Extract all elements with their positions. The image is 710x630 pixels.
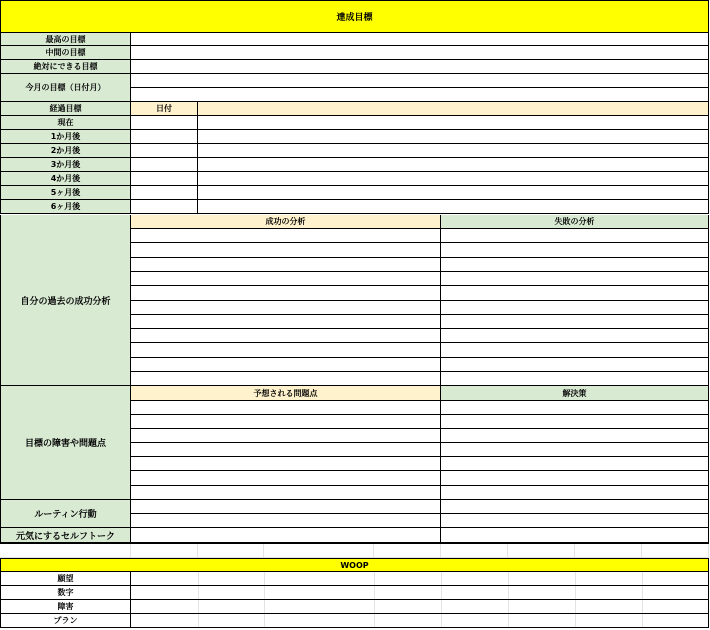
spacer-cell <box>575 544 642 558</box>
progress-row-value[interactable] <box>198 186 709 200</box>
woop-grid-line <box>198 614 199 627</box>
woop-grid-line <box>264 572 265 585</box>
success-analysis-cell[interactable] <box>131 229 441 243</box>
woop-row-label: 願望 <box>0 572 131 586</box>
progress-row-label: 2か月後 <box>0 144 131 158</box>
spacer-cell <box>198 544 264 558</box>
woop-grid-line <box>374 614 375 627</box>
woop-grid-line <box>575 572 576 585</box>
woop-row-label: 障害 <box>0 600 131 614</box>
woop-title: WOOP <box>0 558 709 572</box>
goal-input-middle[interactable] <box>131 46 709 60</box>
woop-grid-line <box>441 572 442 585</box>
woop-grid-line <box>264 614 265 627</box>
self-talk-input-left[interactable] <box>131 528 441 544</box>
success-analysis-cell[interactable] <box>131 329 441 343</box>
woop-grid-line <box>374 586 375 599</box>
expected-problem-cell[interactable] <box>131 486 441 500</box>
failure-analysis-cell[interactable] <box>441 286 709 301</box>
obstacles-label: 目標の障害や問題点 <box>0 386 131 500</box>
routine-input-right-2[interactable] <box>441 514 709 528</box>
progress-row-date[interactable] <box>131 200 198 214</box>
failure-analysis-cell[interactable] <box>441 343 709 358</box>
spacer-cell <box>642 544 709 558</box>
goal-input-this-month-2[interactable] <box>131 88 709 102</box>
progress-row-label: 6ヶ月後 <box>0 200 131 214</box>
success-analysis-cell[interactable] <box>131 343 441 358</box>
spacer-cell <box>374 544 441 558</box>
expected-problem-cell[interactable] <box>131 443 441 457</box>
spacer-cell <box>264 544 374 558</box>
woop-row-input[interactable] <box>131 572 709 586</box>
woop-grid-line <box>508 600 509 613</box>
solutions-header: 解決策 <box>441 386 709 401</box>
success-analysis-cell[interactable] <box>131 372 441 386</box>
success-analysis-header: 成功の分析 <box>131 215 441 229</box>
success-analysis-cell[interactable] <box>131 301 441 315</box>
self-talk-input-right[interactable] <box>441 528 709 544</box>
failure-analysis-cell[interactable] <box>441 301 709 315</box>
goal-input-this-month-1[interactable] <box>131 74 709 88</box>
solution-cell[interactable] <box>441 443 709 457</box>
progress-row-label: 5ヶ月後 <box>0 186 131 200</box>
woop-row-input[interactable] <box>131 614 709 628</box>
woop-grid-line <box>374 600 375 613</box>
progress-row-value[interactable] <box>198 144 709 158</box>
woop-grid-line <box>575 600 576 613</box>
failure-analysis-cell[interactable] <box>441 358 709 372</box>
woop-row-label: プラン <box>0 614 131 628</box>
progress-row-label: 4か月後 <box>0 172 131 186</box>
failure-analysis-cell[interactable] <box>441 372 709 386</box>
solution-cell[interactable] <box>441 457 709 471</box>
goal-label-highest: 最高の目標 <box>0 33 131 46</box>
woop-grid-line <box>441 586 442 599</box>
woop-grid-line <box>198 586 199 599</box>
expected-problem-cell[interactable] <box>131 471 441 486</box>
progress-row-value[interactable] <box>198 172 709 186</box>
failure-analysis-cell[interactable] <box>441 272 709 286</box>
failure-analysis-header: 失敗の分析 <box>441 215 709 229</box>
routine-input-left-2[interactable] <box>131 514 441 528</box>
routine-label: ルーティン行動 <box>0 500 131 528</box>
sheet-title: 達成目標 <box>0 0 709 33</box>
solution-cell[interactable] <box>441 486 709 500</box>
progress-row-date[interactable] <box>131 130 198 144</box>
expected-problems-header: 予想される問題点 <box>131 386 441 401</box>
analysis-label: 自分の過去の成功分析 <box>0 215 131 386</box>
goal-input-absolute[interactable] <box>131 60 709 74</box>
woop-grid-line <box>575 586 576 599</box>
self-talk-label: 元気にするセルフトーク <box>0 528 131 544</box>
expected-problem-cell[interactable] <box>131 457 441 471</box>
failure-analysis-cell[interactable] <box>441 329 709 343</box>
progress-header: 経過目標 <box>0 102 131 116</box>
woop-grid-line <box>642 600 643 613</box>
failure-analysis-cell[interactable] <box>441 229 709 243</box>
woop-grid-line <box>642 614 643 627</box>
success-analysis-cell[interactable] <box>131 315 441 329</box>
woop-grid-line <box>508 614 509 627</box>
progress-row-label: 3か月後 <box>0 158 131 172</box>
woop-grid-line <box>198 600 199 613</box>
solution-cell[interactable] <box>441 429 709 443</box>
woop-grid-line <box>642 586 643 599</box>
solution-cell[interactable] <box>441 401 709 415</box>
progress-row-date[interactable] <box>131 172 198 186</box>
woop-row-input[interactable] <box>131 586 709 600</box>
solution-cell[interactable] <box>441 471 709 486</box>
woop-row-input[interactable] <box>131 600 709 614</box>
woop-grid-line <box>374 572 375 585</box>
woop-grid-line <box>575 614 576 627</box>
progress-date-header: 日付 <box>131 102 198 116</box>
woop-grid-line <box>441 614 442 627</box>
woop-grid-line <box>508 586 509 599</box>
expected-problem-cell[interactable] <box>131 401 441 415</box>
spacer-cell <box>131 544 198 558</box>
goal-label-absolute: 絶対にできる目標 <box>0 60 131 74</box>
progress-row-value[interactable] <box>198 130 709 144</box>
woop-grid-line <box>441 600 442 613</box>
spacer-cell <box>441 544 508 558</box>
woop-grid-line <box>264 600 265 613</box>
spacer-cell <box>508 544 575 558</box>
progress-row-date[interactable] <box>131 116 198 130</box>
expected-problem-cell[interactable] <box>131 429 441 443</box>
goal-label-middle: 中間の目標 <box>0 46 131 60</box>
woop-grid-line <box>642 572 643 585</box>
goal-label-this-month: 今月の目標（日付月） <box>0 74 131 102</box>
progress-row-date[interactable] <box>131 144 198 158</box>
woop-grid-line <box>264 586 265 599</box>
success-analysis-cell[interactable] <box>131 243 441 258</box>
progress-row-date[interactable] <box>131 186 198 200</box>
progress-header-blank <box>198 102 709 116</box>
success-analysis-cell[interactable] <box>131 286 441 301</box>
woop-grid-line <box>198 572 199 585</box>
spacer-cell <box>0 544 131 558</box>
goal-input-highest[interactable] <box>131 33 709 46</box>
routine-input-left-1[interactable] <box>131 500 441 514</box>
routine-input-right-1[interactable] <box>441 500 709 514</box>
expected-problem-cell[interactable] <box>131 415 441 429</box>
woop-row-label: 数字 <box>0 586 131 600</box>
failure-analysis-cell[interactable] <box>441 243 709 258</box>
progress-row-label: 1か月後 <box>0 130 131 144</box>
success-analysis-cell[interactable] <box>131 258 441 272</box>
progress-row-date[interactable] <box>131 158 198 172</box>
woop-grid-line <box>508 572 509 585</box>
solution-cell[interactable] <box>441 415 709 429</box>
progress-row-value[interactable] <box>198 158 709 172</box>
failure-analysis-cell[interactable] <box>441 315 709 329</box>
progress-row-value[interactable] <box>198 116 709 130</box>
progress-row-value[interactable] <box>198 200 709 214</box>
success-analysis-cell[interactable] <box>131 358 441 372</box>
failure-analysis-cell[interactable] <box>441 258 709 272</box>
success-analysis-cell[interactable] <box>131 272 441 286</box>
progress-row-label: 現在 <box>0 116 131 130</box>
